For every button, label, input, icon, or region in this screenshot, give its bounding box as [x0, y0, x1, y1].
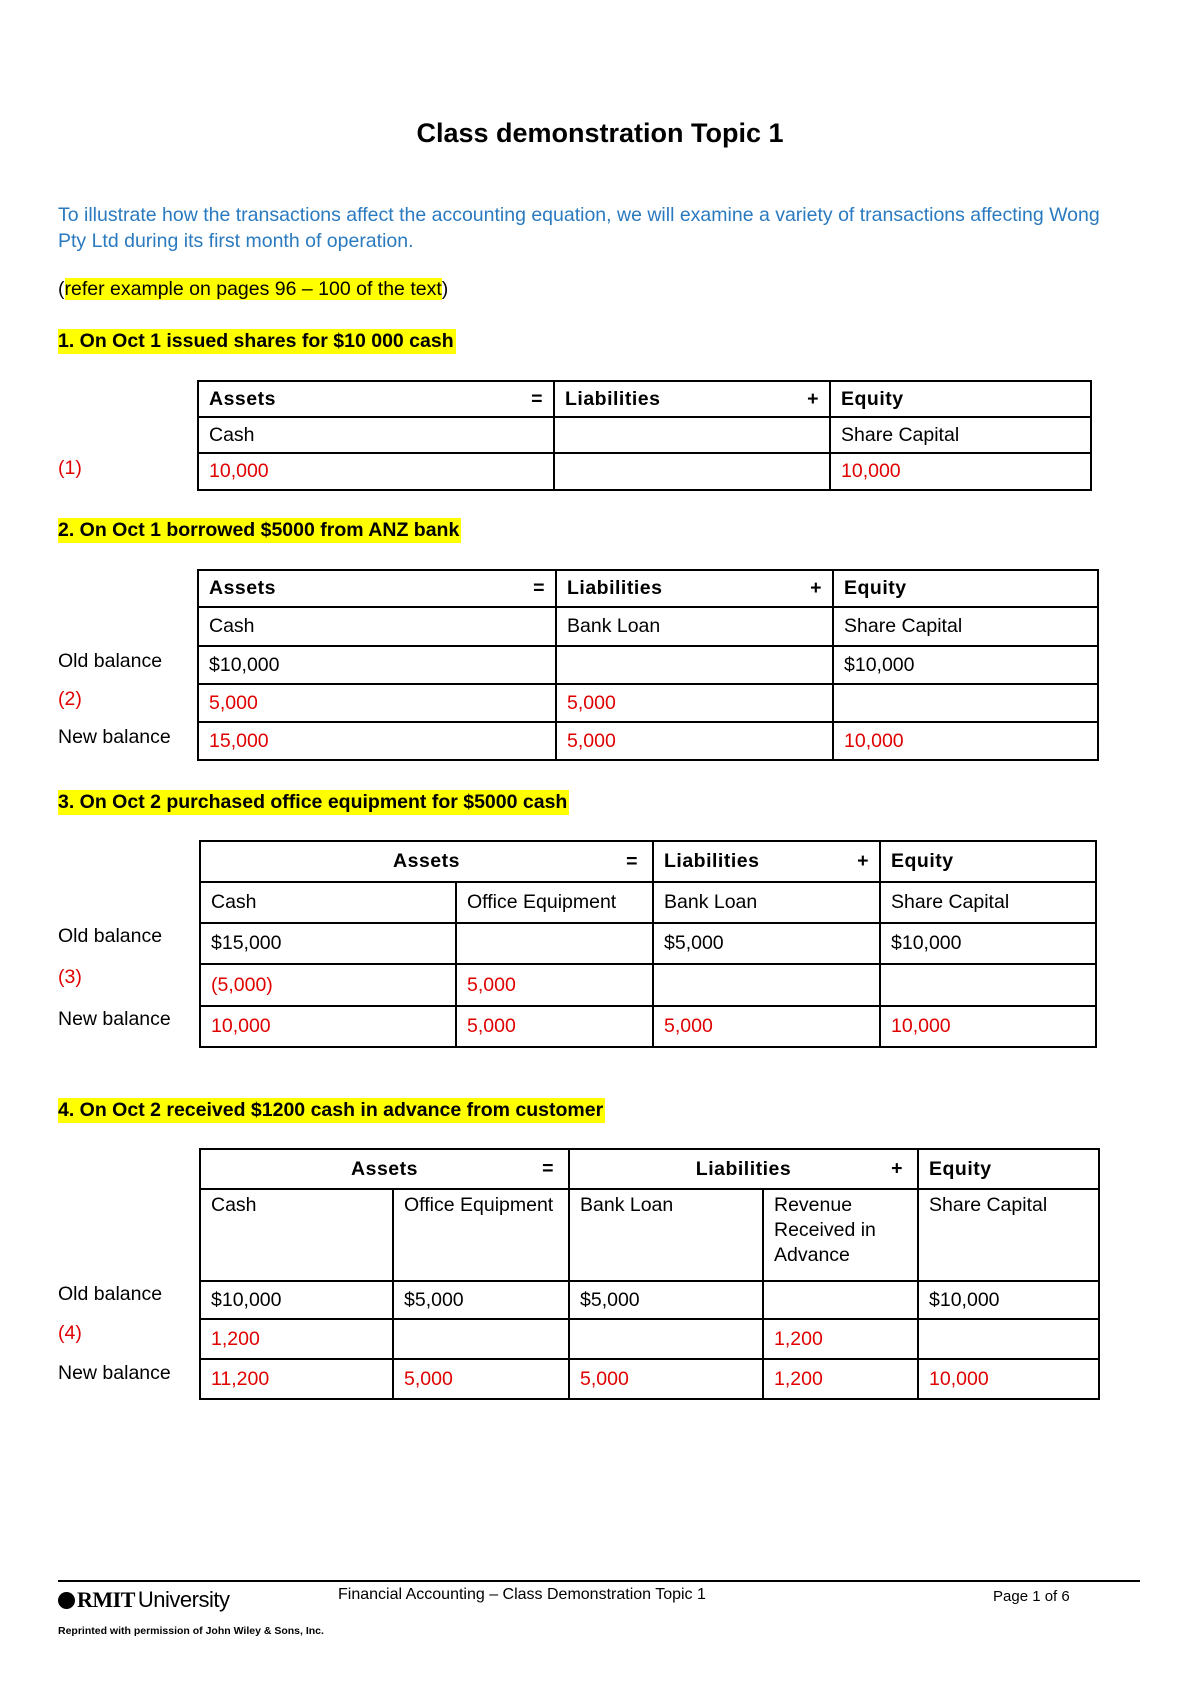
transaction-3-heading: 3. On Oct 2 purchased office equipment for $5000 cash: [58, 791, 568, 813]
column-label: Bank Loan: [569, 1189, 763, 1281]
transaction-cell: 5,000: [456, 964, 653, 1006]
transaction-3-label: (3): [58, 966, 82, 988]
rmit-logo: [58, 1587, 229, 1613]
transaction-4-table: [199, 1148, 1100, 1400]
new-balance-cell: 5,000: [393, 1359, 569, 1399]
header-liabilities-cell: Liabilities +: [554, 381, 830, 417]
old-balance-cell: $15,000: [200, 923, 456, 964]
header-assets-cell: Assets =: [200, 841, 653, 882]
new-balance-cell: 10,000: [833, 722, 1098, 760]
new-balance-cell: 5,000: [653, 1006, 880, 1047]
header-equity-cell: Equity: [833, 570, 1098, 607]
transaction-cell: 10,000: [830, 453, 1091, 490]
transaction-cell: 1,200: [763, 1319, 918, 1359]
old-balance-label: Old balance: [58, 1283, 163, 1305]
transaction-cell: [554, 453, 830, 490]
old-balance-cell: [456, 923, 653, 964]
old-balance-cell: $10,000: [200, 1281, 393, 1319]
column-label: Bank Loan: [556, 607, 833, 646]
column-label: Bank Loan: [653, 882, 880, 923]
transaction-cell: [880, 964, 1096, 1006]
new-balance-cell: 10,000: [200, 1006, 456, 1047]
old-balance-cell: $10,000: [198, 646, 556, 684]
new-balance-cell: 5,000: [569, 1359, 763, 1399]
new-balance-cell: 5,000: [456, 1006, 653, 1047]
transaction-cell: [653, 964, 880, 1006]
column-label: Share Capital: [918, 1189, 1099, 1281]
new-balance-label: New balance: [58, 1362, 171, 1384]
new-balance-cell: 11,200: [200, 1359, 393, 1399]
transaction-2-heading: 2. On Oct 1 borrowed $5000 from ANZ bank: [58, 519, 460, 541]
column-label: Revenue Received in Advance: [763, 1189, 918, 1281]
transaction-4-label: (4): [58, 1322, 82, 1344]
intro-paragraph: To illustrate how the transactions affect the accounting equation, we will examine a variety of transactions affecting Wong Pty Ltd during its first month of operation.: [58, 204, 1100, 252]
header-liabilities-cell: Liabilities +: [556, 570, 833, 607]
reprint-notice: Reprinted with permission of John Wiley & Sons, Inc.: [58, 1625, 324, 1637]
transaction-1-heading: 1. On Oct 1 issued shares for $10 000 cash: [58, 330, 454, 352]
header-liabilities-cell: Liabilities +: [653, 841, 880, 882]
transaction-1-table: [197, 380, 1092, 491]
new-balance-cell: 1,200: [763, 1359, 918, 1399]
column-label: Office Equipment: [393, 1189, 569, 1281]
column-label: Cash: [198, 417, 554, 453]
logo-university-text: University: [137, 1587, 230, 1612]
transaction-cell: 1,200: [200, 1319, 393, 1359]
new-balance-cell: 15,000: [198, 722, 556, 760]
header-assets-cell: Assets =: [200, 1149, 569, 1189]
column-label: Share Capital: [830, 417, 1091, 453]
transaction-cell: 5,000: [556, 684, 833, 722]
column-label: Cash: [200, 882, 456, 923]
transaction-cell: 5,000: [198, 684, 556, 722]
transaction-cell: (5,000): [200, 964, 456, 1006]
transaction-cell: [569, 1319, 763, 1359]
transaction-4-heading: 4. On Oct 2 received $1200 cash in advance from customer: [58, 1099, 604, 1121]
column-label: Share Capital: [833, 607, 1098, 646]
transaction-cell: [833, 684, 1098, 722]
old-balance-cell: $5,000: [569, 1281, 763, 1319]
old-balance-label: Old balance: [58, 650, 163, 672]
new-balance-cell: 10,000: [918, 1359, 1099, 1399]
logo-rmit-text: RMIT: [77, 1587, 135, 1612]
old-balance-cell: [556, 646, 833, 684]
footer-divider: [58, 1580, 1140, 1582]
old-balance-cell: $10,000: [833, 646, 1098, 684]
old-balance-cell: $5,000: [653, 923, 880, 964]
header-equity-cell: Equity: [880, 841, 1096, 882]
footer-course-title: Financial Accounting – Class Demonstration Topic 1: [338, 1586, 706, 1603]
transaction-3-table: [199, 840, 1097, 1048]
column-label: Cash: [198, 607, 556, 646]
header-equity-cell: Equity: [918, 1149, 1099, 1189]
new-balance-cell: 5,000: [556, 722, 833, 760]
new-balance-label: New balance: [58, 726, 171, 748]
old-balance-label: Old balance: [58, 925, 163, 947]
page-title: Class demonstration Topic 1: [416, 118, 784, 148]
reference-note: (refer example on pages 96 – 100 of the text): [58, 278, 449, 300]
header-liabilities-cell: Liabilities +: [569, 1149, 918, 1189]
transaction-cell: [918, 1319, 1099, 1359]
header-assets-cell: Assets =: [198, 570, 556, 607]
new-balance-cell: 10,000: [880, 1006, 1096, 1047]
new-balance-label: New balance: [58, 1008, 171, 1030]
column-label: Share Capital: [880, 882, 1096, 923]
old-balance-cell: $10,000: [880, 923, 1096, 964]
transaction-cell: 10,000: [198, 453, 554, 490]
column-label: Office Equipment: [456, 882, 653, 923]
header-assets-cell: Assets =: [198, 381, 554, 417]
old-balance-cell: $5,000: [393, 1281, 569, 1319]
old-balance-cell: $10,000: [918, 1281, 1099, 1319]
column-label: Cash: [200, 1189, 393, 1281]
column-label: [554, 417, 830, 453]
old-balance-cell: [763, 1281, 918, 1319]
page-number: Page 1 of 6: [993, 1588, 1070, 1605]
header-equity-cell: Equity: [830, 381, 1091, 417]
logo-dot-icon: [58, 1592, 75, 1609]
transaction-2-table: [197, 569, 1099, 761]
transaction-cell: [393, 1319, 569, 1359]
transaction-1-label: (1): [58, 457, 82, 479]
transaction-2-label: (2): [58, 688, 82, 710]
